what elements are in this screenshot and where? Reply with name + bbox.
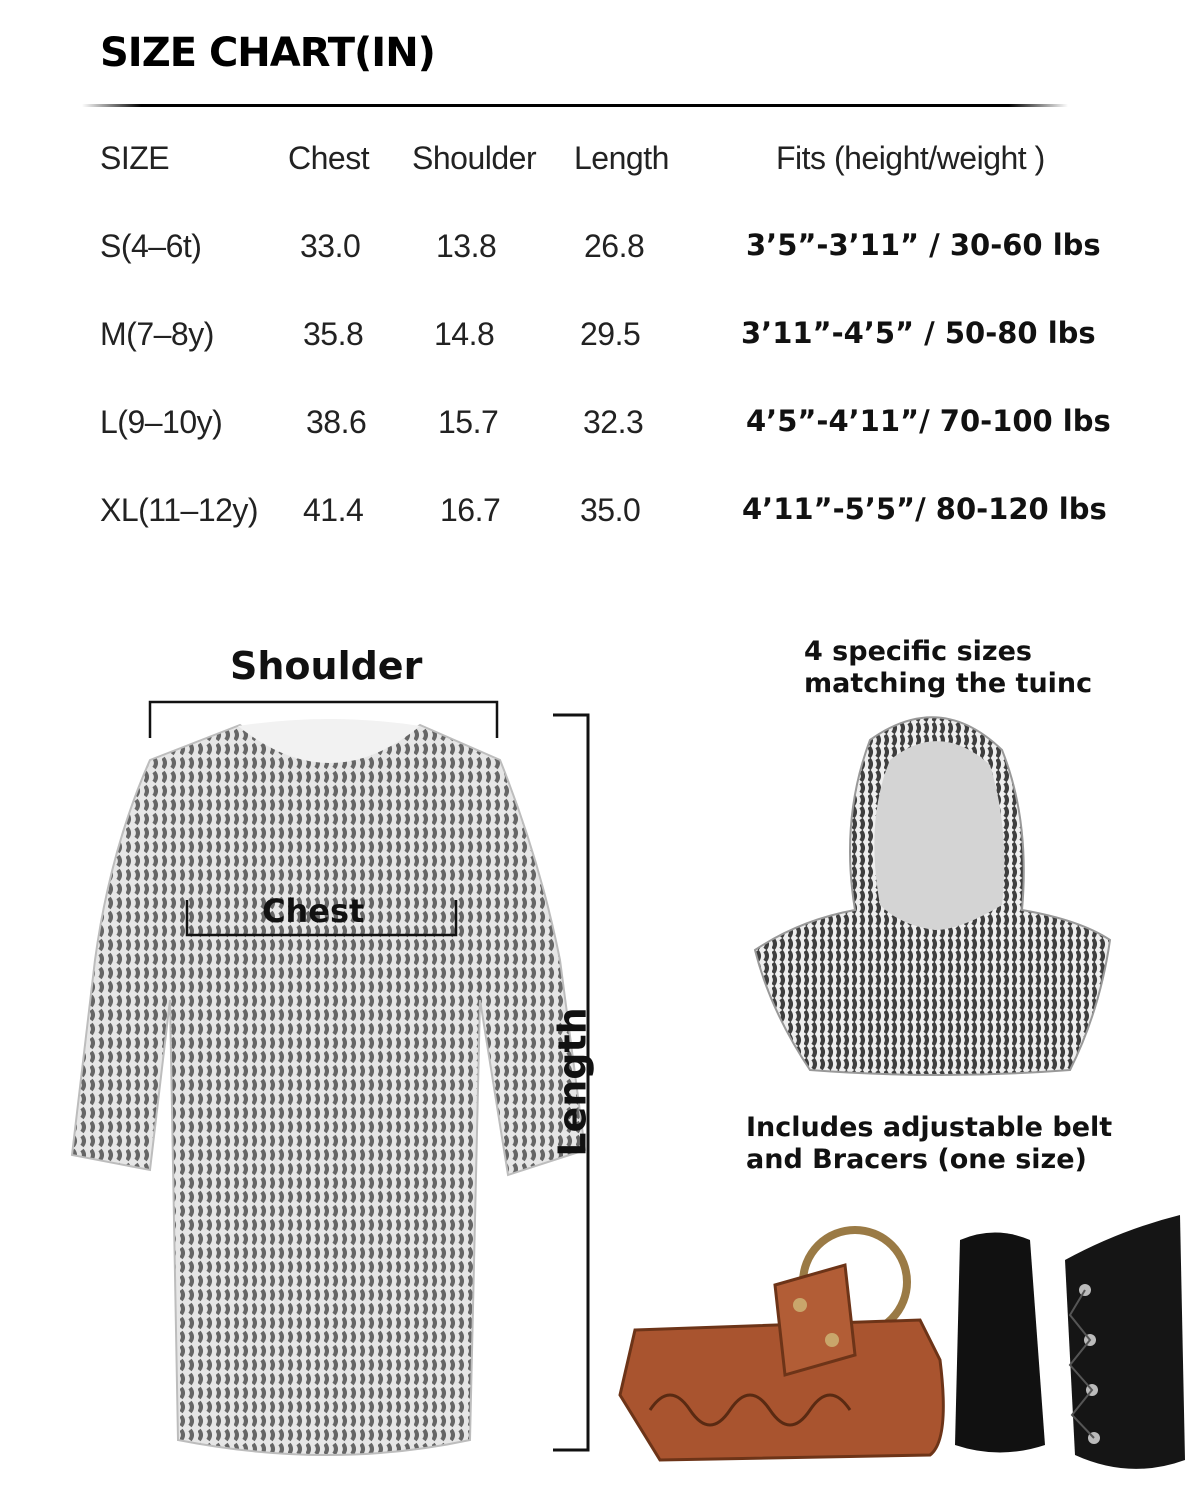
coif-face-opening	[874, 741, 1004, 930]
cell-chest: 38.6	[306, 404, 367, 440]
cell-size: L(9–10y)	[100, 404, 223, 440]
page-title: SIZE CHART(IN)	[100, 30, 435, 76]
bracer-left	[955, 1233, 1045, 1453]
header-fits: Fits (height/weight )	[776, 140, 1045, 176]
cell-shoulder: 16.7	[440, 492, 501, 528]
accessories-caption: Includes adjustable belt and Bracers (one size)	[746, 1112, 1113, 1175]
cell-size: S(4–6t)	[100, 228, 202, 264]
cell-shoulder: 14.8	[434, 316, 495, 352]
tunic-body	[72, 725, 585, 1455]
cell-chest: 33.0	[300, 228, 361, 264]
header-chest: Chest	[288, 140, 370, 176]
cell-fits: 3’5”-3’11” / 30-60 lbs	[746, 228, 1101, 262]
cell-chest: 41.4	[303, 492, 364, 528]
cell-size: XL(11–12y)	[100, 492, 259, 528]
header-shoulder: Shoulder	[412, 140, 537, 176]
cell-fits: 4’5”-4’11”/ 70-100 lbs	[746, 404, 1111, 438]
size-table	[0, 130, 1200, 550]
cell-size: M(7–8y)	[100, 316, 214, 352]
cell-shoulder: 13.8	[436, 228, 497, 264]
tunic-illustration	[0, 600, 620, 1480]
chest-label: Chest	[262, 892, 365, 930]
cell-length: 35.0	[580, 492, 641, 528]
shoulder-label: Shoulder	[230, 644, 423, 688]
header-length: Length	[574, 140, 669, 176]
cell-fits: 4’11”-5’5”/ 80-120 lbs	[742, 492, 1107, 526]
table-row	[0, 316, 1200, 366]
table-row	[0, 492, 1200, 542]
coif-hood-illustration	[740, 710, 1140, 1090]
cell-length: 29.5	[580, 316, 641, 352]
title-divider	[82, 104, 1068, 107]
cell-length: 32.3	[583, 404, 644, 440]
cell-length: 26.8	[584, 228, 645, 264]
cell-chest: 35.8	[303, 316, 364, 352]
belt-bracers-illustration	[600, 1210, 1190, 1490]
table-row	[0, 228, 1200, 278]
belt-rivet	[793, 1298, 807, 1312]
table-header-row	[0, 140, 1200, 190]
table-row	[0, 404, 1200, 454]
belt-rivet	[825, 1333, 839, 1347]
header-size: SIZE	[100, 140, 170, 176]
hood-caption: 4 specific sizes matching the tuinc	[804, 636, 1093, 699]
bracer-right	[1065, 1215, 1185, 1469]
cell-fits: 3’11”-4’5” / 50-80 lbs	[741, 316, 1096, 350]
cell-shoulder: 15.7	[438, 404, 499, 440]
belt-loop	[775, 1265, 855, 1375]
length-label: Length	[550, 1007, 595, 1157]
